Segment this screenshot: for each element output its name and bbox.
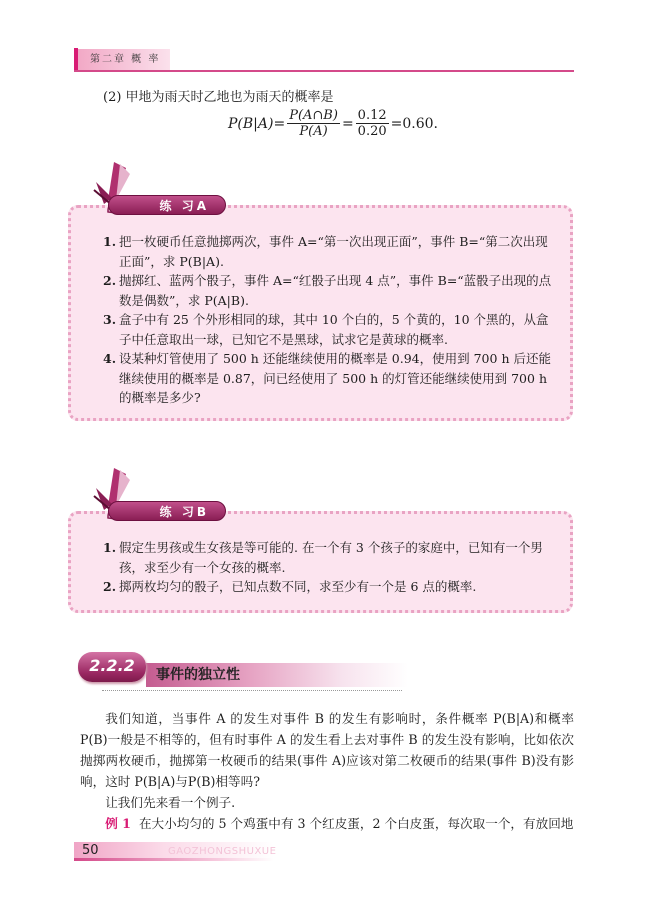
fraction-1-numerator: P(A∩B) (289, 108, 338, 123)
exercise-a-banner: 练 习A (108, 195, 226, 215)
page-number: 50 (82, 843, 99, 858)
section-number: 2.2.2 (78, 652, 146, 682)
item-number: 2. (103, 579, 117, 594)
example-text: 在大小均匀的 5 个鸡蛋中有 3 个红皮蛋，2 个白皮蛋，每次取一个，有放回地 (138, 816, 574, 831)
exercise-b-item (103, 538, 558, 577)
intro-line: (2) 甲地为雨天时乙地也为雨天的概率是 (103, 90, 334, 105)
body-text (80, 708, 574, 834)
exercise-a-list (103, 232, 558, 408)
item-number: 2. (103, 273, 117, 288)
example-label: 例 1 (105, 816, 131, 831)
item-text: 抛掷红、蓝两个骰子，事件 A=“红骰子出现 4 点”，事件 B=“蓝骰子出现的点数是偶数”，求 P(A|B). (119, 273, 552, 308)
formula-fraction-1 (287, 108, 340, 139)
exercise-b-list (103, 538, 558, 597)
formula-eq2: = (341, 115, 354, 132)
item-number: 4. (103, 351, 117, 366)
header-rule (74, 70, 574, 72)
paragraph-2: 让我们先来看一个例子. (105, 795, 236, 810)
footer-bar (74, 858, 274, 861)
conditional-probability-formula (228, 108, 438, 139)
exercise-a-item (103, 232, 558, 271)
item-text: 把一枚硬币任意抛掷两次，事件 A=“第一次出现正面”，事件 B=“第二次出现正面”，求 P(B|A). (119, 234, 548, 269)
fraction-1-denominator: P(A) (299, 124, 328, 139)
formula-result: =0.60. (390, 115, 438, 132)
section-title: 事件的独立性 (156, 667, 240, 683)
chapter-label: 第二章 概 率 (78, 49, 170, 70)
exercise-a-item (103, 310, 558, 349)
example-1 (80, 813, 574, 834)
paragraph-1: 我们知道，当事件 A 的发生对事件 B 的发生有影响时，条件概率 P(B|A)和概率 P(B)一般是不相等的，但有时事件 A 的发生看上去对事件 B 的发生没有影响，比如依次抛掷两枚硬币，抛掷第一枚硬币的结果(事件 A)应该对第二枚硬币的结果(事件 B)没有影响，这时 P(B|A)与P(B)相等吗? (80, 711, 574, 789)
formula-eq1: = (273, 115, 286, 132)
item-text: 掷两枚均匀的骰子，已知点数不同，求至少有一个是 6 点的概率. (119, 579, 477, 594)
item-number: 3. (103, 312, 117, 327)
footer-brand: GAOZHONGSHUXUE (168, 846, 277, 857)
item-number: 1. (103, 234, 117, 249)
item-text: 设某种灯管使用了 500 h 还能继续使用的概率是 0.94，使用到 700 h 后还能继续使用的概率是 0.87，问已经使用了 500 h 的灯管还能继续使用到 700 h 的概率是多少? (119, 351, 551, 405)
formula-fraction-2 (356, 108, 389, 139)
item-text: 假定生男孩或生女孩是等可能的. 在一个有 3 个孩子的家庭中，已知有一个男孩，求至少有一个女孩的概率. (119, 540, 543, 575)
formula-lhs: P(B|A) (228, 115, 274, 132)
fraction-2-numerator: 0.12 (357, 108, 387, 123)
item-number: 1. (103, 540, 117, 555)
section-dotted-rule (102, 690, 402, 691)
fraction-2-denominator: 0.20 (357, 124, 387, 139)
item-text: 盒子中有 25 个外形相同的球，其中 10 个白的，5 个黄的，10 个黑的，从盒子中任意取出一球，已知它不是黑球，试求它是黄球的概率. (119, 312, 549, 347)
exercise-a-item (103, 349, 558, 408)
exercise-b-banner: 练 习B (108, 501, 226, 521)
exercise-a-item (103, 271, 558, 310)
exercise-b-item (103, 577, 558, 597)
